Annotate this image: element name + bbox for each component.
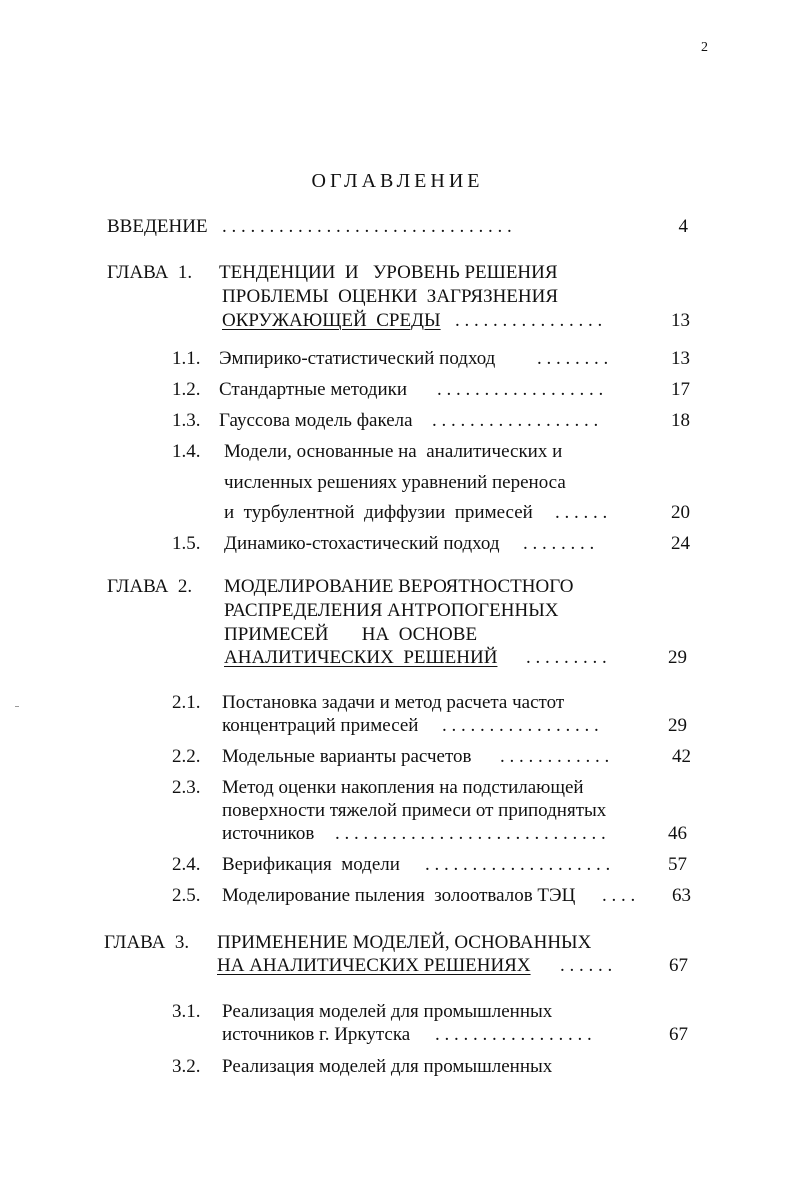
page-number: 2 bbox=[701, 40, 708, 55]
section-page: 13 bbox=[671, 348, 690, 369]
section-title: Верификация модели bbox=[222, 854, 400, 875]
section-number: 1.3. bbox=[172, 410, 201, 431]
chapter-title-line: ПРОБЛЕМЫ ОЦЕНКИ ЗАГРЯЗНЕНИЯ bbox=[222, 286, 559, 307]
chapter-title-line: РАСПРЕДЕЛЕНИЯ АНТРОПОГЕННЫХ bbox=[224, 600, 559, 621]
section-number: 2.1. bbox=[172, 692, 201, 713]
section-page: 46 bbox=[668, 823, 687, 844]
leader-dots: . . . . . . . . . bbox=[526, 647, 607, 668]
section-title: Динамико-стохастический подход bbox=[224, 533, 500, 554]
section-page: 17 bbox=[671, 379, 690, 400]
section-number: 2.3. bbox=[172, 777, 201, 798]
section-number: 3.2. bbox=[172, 1056, 201, 1077]
chapter-page: 13 bbox=[671, 310, 690, 331]
section-title-line: численных решениях уравнений переноса bbox=[224, 472, 566, 493]
leader-dots: . . . . . . bbox=[560, 955, 613, 976]
leader-dots: . . . . . . . . . . . . . . . . . . bbox=[437, 379, 604, 400]
section-title-line: Постановка задачи и метод расчета частот bbox=[222, 692, 565, 713]
chapter-number: ГЛАВА 2. bbox=[107, 576, 193, 597]
section-title-line: источников bbox=[222, 823, 315, 844]
section-number: 2.4. bbox=[172, 854, 201, 875]
section-number: 2.5. bbox=[172, 885, 201, 906]
leader-dots: . . . . . . . . . . . . . . . . bbox=[455, 310, 603, 331]
section-title: Модельные варианты расчетов bbox=[222, 746, 472, 767]
chapter-title-line: АНАЛИТИЧЕСКИХ РЕШЕНИЙ bbox=[224, 647, 498, 668]
section-title: Эмпирико-статистический подход bbox=[219, 348, 496, 369]
section-number: 2.2. bbox=[172, 746, 201, 767]
section-number: 1.1. bbox=[172, 348, 201, 369]
chapter-title-line: МОДЕЛИРОВАНИЕ ВЕРОЯТНОСТНОГО bbox=[224, 576, 574, 597]
section-page: 18 bbox=[671, 410, 690, 431]
section-title: Моделирование пыления золоотвалов ТЭЦ bbox=[222, 885, 576, 906]
section-title-line: Модели, основанные на аналитических и bbox=[224, 441, 563, 462]
chapter-title-line: ТЕНДЕНЦИИ И УРОВЕНЬ РЕШЕНИЯ bbox=[219, 262, 558, 283]
chapter-title-line: ПРИМЕНЕНИЕ МОДЕЛЕЙ, ОСНОВАННЫХ bbox=[217, 932, 592, 953]
leader-dots: . . . . . . . . bbox=[537, 348, 609, 369]
leader-dots: . . . . . . . . . . . . . . . . . . . . . . . . . . . . . . . bbox=[222, 216, 512, 237]
toc-intro-label: ВВЕДЕНИЕ bbox=[107, 216, 208, 237]
leader-dots: . . . . . . . . . . . . . . . . . bbox=[442, 715, 599, 736]
section-title-line: источников г. Иркутска bbox=[222, 1024, 411, 1045]
chapter-title-line: ОКРУЖАЮЩЕЙ СРЕДЫ bbox=[222, 310, 441, 331]
section-title-line: Реализация моделей для промышленных bbox=[222, 1001, 553, 1022]
section-title-line: и турбулентной диффузии примесей bbox=[224, 502, 533, 523]
section-page: 63 bbox=[672, 885, 691, 906]
margin-mark bbox=[15, 706, 19, 707]
section-number: 3.1. bbox=[172, 1001, 201, 1022]
section-page: 42 bbox=[672, 746, 691, 767]
chapter-page: 29 bbox=[668, 647, 687, 668]
chapter-title-line: НА АНАЛИТИЧЕСКИХ РЕШЕНИЯХ bbox=[217, 955, 531, 976]
section-number: 1.2. bbox=[172, 379, 201, 400]
section-page: 57 bbox=[668, 854, 687, 875]
section-page: 20 bbox=[671, 502, 690, 523]
leader-dots: . . . . . . . . . . . . bbox=[500, 746, 610, 767]
chapter-title-line: ПРИМЕСЕЙ НА ОСНОВЕ bbox=[224, 624, 478, 645]
leader-dots: . . . . . . . . . . . . . . . . . . . . bbox=[425, 854, 611, 875]
section-title-line: поверхности тяжелой примеси от приподнятых bbox=[222, 800, 607, 821]
chapter-number: ГЛАВА 3. bbox=[104, 932, 190, 953]
section-number: 1.5. bbox=[172, 533, 201, 554]
section-title-line: Метод оценки накопления на подстилающей bbox=[222, 777, 584, 798]
section-page: 67 bbox=[669, 1024, 688, 1045]
section-title-line: Реализация моделей для промышленных bbox=[222, 1056, 553, 1077]
toc-title: ОГЛАВЛЕНИЕ bbox=[311, 170, 484, 192]
section-number: 1.4. bbox=[172, 441, 201, 462]
toc-intro-page: 4 bbox=[678, 216, 688, 237]
leader-dots: . . . . . . . . . . . . . . . . . . bbox=[432, 410, 599, 431]
chapter-number: ГЛАВА 1. bbox=[107, 262, 193, 283]
section-title: Гауссова модель факела bbox=[219, 410, 413, 431]
leader-dots: . . . . . . bbox=[555, 502, 608, 523]
section-title-line: концентраций примесей bbox=[222, 715, 419, 736]
section-page: 24 bbox=[671, 533, 690, 554]
section-page: 29 bbox=[668, 715, 687, 736]
chapter-page: 67 bbox=[669, 955, 688, 976]
leader-dots: . . . . . . . . bbox=[523, 533, 595, 554]
leader-dots: . . . . bbox=[602, 885, 636, 906]
section-title: Стандартные методики bbox=[219, 379, 408, 400]
leader-dots: . . . . . . . . . . . . . . . . . bbox=[435, 1024, 592, 1045]
leader-dots: . . . . . . . . . . . . . . . . . . . . . . . . . . . . . bbox=[335, 823, 606, 844]
